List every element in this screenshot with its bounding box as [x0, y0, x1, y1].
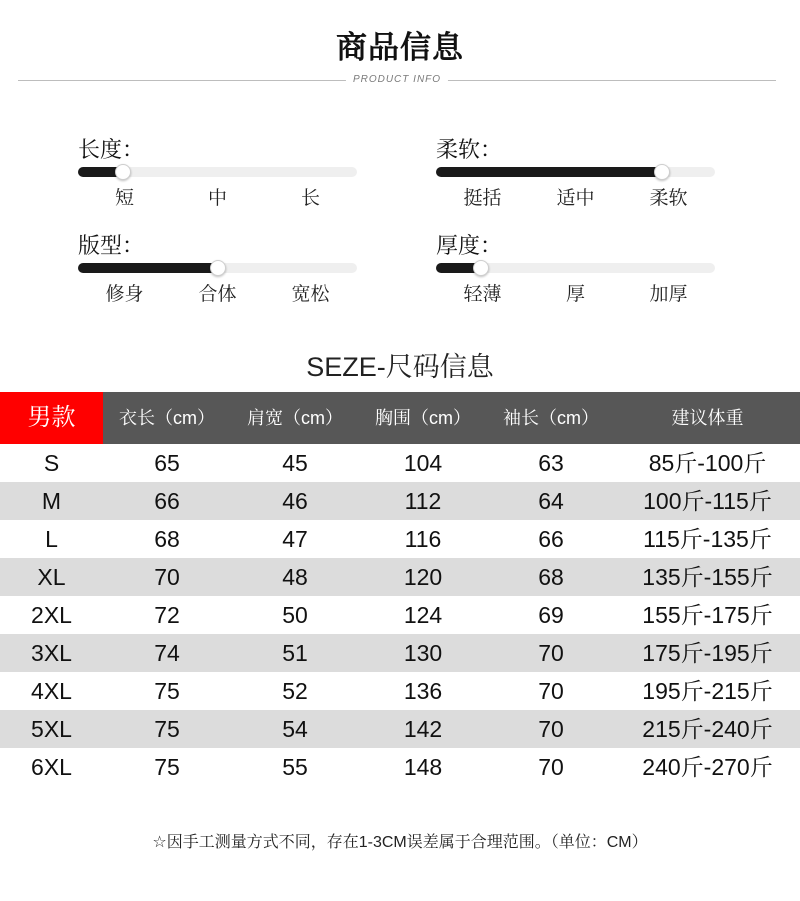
- size-cell: L: [45, 526, 58, 552]
- weight-cell: 100斤-115斤: [615, 482, 800, 520]
- size-cell: S: [43, 450, 60, 476]
- table-row: [0, 748, 800, 786]
- sleeve-cell: 68: [487, 558, 615, 596]
- sleeve-cell: 70: [487, 710, 615, 748]
- chest-cell: 120: [359, 558, 487, 596]
- level-track: [78, 167, 357, 177]
- size-cell: 2XL: [31, 602, 72, 628]
- chest-cell: 148: [403, 754, 443, 780]
- table-row: [0, 634, 800, 672]
- shoulder-cell: 50: [282, 602, 308, 628]
- weight-cell: 215斤-240斤: [615, 710, 800, 748]
- scale-option: 适中: [556, 188, 595, 209]
- shoulder-cell: 48: [231, 558, 359, 596]
- scale-option: 修身: [105, 284, 144, 305]
- length-cell: 66: [103, 482, 231, 520]
- level-track: [436, 167, 715, 177]
- length-cell: 75: [154, 678, 180, 704]
- attribute-label: 版型：: [78, 233, 145, 258]
- table-header-row: [0, 392, 800, 444]
- level-scale: [78, 187, 357, 211]
- sleeve-cell: 69: [538, 602, 564, 628]
- scale-option: 加厚: [649, 284, 688, 305]
- weight-cell: 175斤-195斤: [615, 634, 800, 672]
- scale-option: 挺括: [463, 188, 502, 209]
- shoulder-cell: 52: [282, 678, 308, 704]
- header-mens: 男款: [0, 392, 103, 444]
- size-cell: XL: [0, 558, 103, 596]
- size-cell: 4XL: [31, 678, 72, 704]
- chest-cell: 104: [403, 450, 443, 476]
- table-row: [0, 672, 800, 710]
- subtitle: PRODUCT INFO: [346, 73, 448, 87]
- size-cell: 5XL: [0, 710, 103, 748]
- sleeve-cell: 66: [538, 526, 564, 552]
- attribute-fit: [78, 229, 357, 309]
- scale-option: 轻薄: [463, 284, 502, 305]
- attribute-softness: [436, 133, 715, 213]
- header-length: 衣长（cm）: [103, 392, 231, 444]
- length-cell: 68: [154, 526, 180, 552]
- shoulder-cell: 54: [231, 710, 359, 748]
- length-cell: 65: [154, 450, 180, 476]
- level-track: [78, 263, 357, 273]
- header-chest: 胸围（cm）: [359, 392, 487, 444]
- level-fill: [78, 263, 218, 273]
- chest-cell: 142: [359, 710, 487, 748]
- level-fill: [436, 167, 662, 177]
- shoulder-cell: 55: [282, 754, 308, 780]
- chest-cell: 136: [403, 678, 443, 704]
- scale-option: 厚: [565, 284, 585, 305]
- scale-option: 柔软: [649, 188, 688, 209]
- scale-option: 长: [300, 188, 320, 209]
- table-body: [0, 444, 800, 786]
- length-cell: 72: [154, 602, 180, 628]
- attribute-thickness: [436, 229, 715, 309]
- attribute-label: 厚度：: [436, 233, 503, 258]
- level-knob: [473, 260, 489, 276]
- header-sleeve: 袖长（cm）: [487, 392, 615, 444]
- size-cell: 3XL: [0, 634, 103, 672]
- length-cell: 74: [103, 634, 231, 672]
- shoulder-cell: 46: [231, 482, 359, 520]
- table-row: [0, 596, 800, 634]
- size-table: [0, 392, 800, 786]
- sleeve-cell: 70: [538, 754, 564, 780]
- table-row: [0, 710, 800, 748]
- level-scale: [78, 283, 357, 307]
- level-knob: [654, 164, 670, 180]
- scale-option: 宽松: [291, 284, 330, 305]
- scale-option: 中: [207, 188, 227, 209]
- level-track: [436, 263, 715, 273]
- level-scale: [436, 187, 715, 211]
- level-knob: [115, 164, 131, 180]
- size-cell: 6XL: [31, 754, 72, 780]
- table-row: [0, 482, 800, 520]
- size-cell: M: [0, 482, 103, 520]
- header-weight: 建议体重: [615, 392, 800, 444]
- table-row: [0, 444, 800, 482]
- shoulder-cell: 45: [282, 450, 308, 476]
- scale-option: 短: [114, 188, 134, 209]
- sleeve-cell: 70: [487, 634, 615, 672]
- table-row: [0, 558, 800, 596]
- shoulder-cell: 47: [282, 526, 308, 552]
- chest-cell: 130: [359, 634, 487, 672]
- sleeve-cell: 63: [538, 450, 564, 476]
- sleeve-cell: 70: [538, 678, 564, 704]
- title-divider: [18, 74, 776, 85]
- weight-cell: 115斤-135斤: [643, 526, 772, 552]
- header-shoulder: 肩宽（cm）: [231, 392, 359, 444]
- chest-cell: 124: [403, 602, 443, 628]
- attribute-label: 长度：: [78, 137, 145, 162]
- size-section-title: SEZE-尺码信息: [306, 352, 494, 382]
- attribute-length: [78, 133, 357, 213]
- footnote: ☆因手工测量方式不同，存在1-3CM误差属于合理范围。（单位：CM）: [152, 834, 648, 851]
- level-scale: [436, 283, 715, 307]
- weight-cell: 155斤-175斤: [642, 602, 773, 628]
- chest-cell: 112: [359, 482, 487, 520]
- weight-cell: 240斤-270斤: [642, 754, 773, 780]
- attribute-label: 柔软：: [436, 137, 503, 162]
- page-title: 商品信息: [336, 30, 464, 65]
- weight-cell: 135斤-155斤: [615, 558, 800, 596]
- length-cell: 75: [154, 754, 180, 780]
- length-cell: 70: [103, 558, 231, 596]
- weight-cell: 85斤-100斤: [648, 450, 767, 476]
- shoulder-cell: 51: [231, 634, 359, 672]
- level-knob: [210, 260, 226, 276]
- length-cell: 75: [103, 710, 231, 748]
- scale-option: 合体: [198, 284, 237, 305]
- chest-cell: 116: [404, 526, 442, 552]
- table-row: [0, 520, 800, 558]
- sleeve-cell: 64: [487, 482, 615, 520]
- weight-cell: 195斤-215斤: [642, 678, 773, 704]
